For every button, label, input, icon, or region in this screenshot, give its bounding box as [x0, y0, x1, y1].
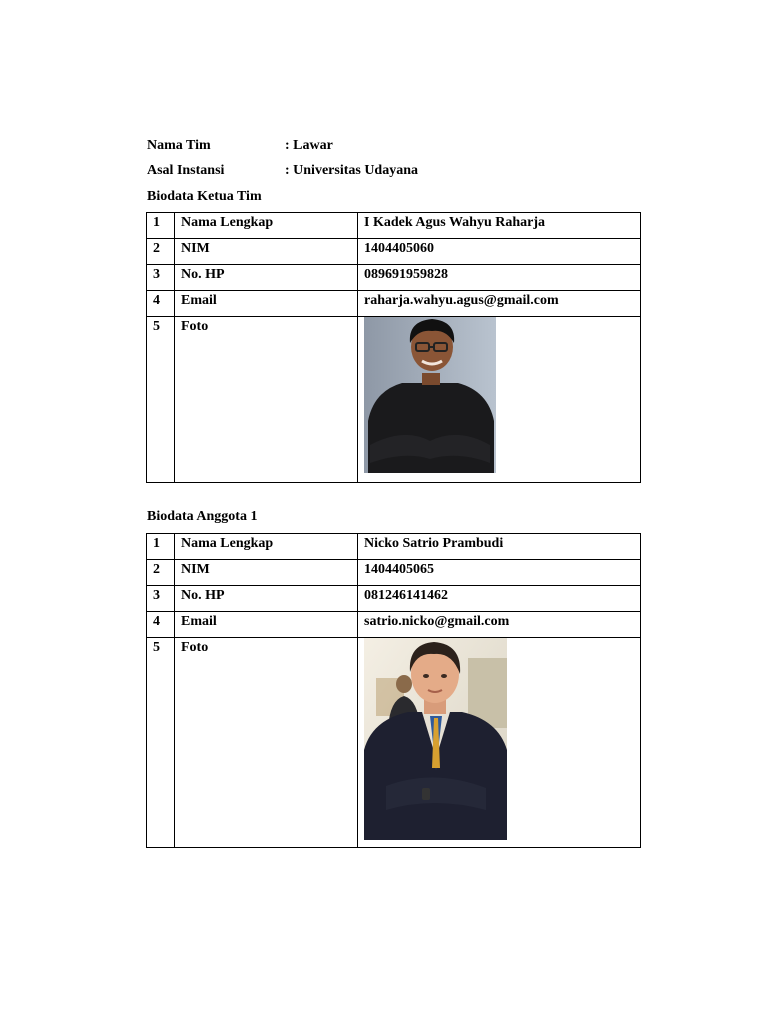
team-name-value: : Lawar	[285, 138, 333, 153]
table-row	[147, 586, 641, 612]
row-number: 1	[147, 213, 175, 239]
row-number: 3	[147, 586, 175, 612]
field-label: Foto	[175, 317, 358, 483]
row-number: 4	[147, 291, 175, 317]
member1-photo	[364, 638, 507, 840]
field-value: I Kadek Agus Wahyu Raharja	[358, 213, 641, 239]
table-row	[147, 291, 641, 317]
row-number: 1	[147, 534, 175, 560]
row-number: 2	[147, 560, 175, 586]
field-label: NIM	[175, 239, 358, 265]
row-number: 3	[147, 265, 175, 291]
field-value: satrio.nicko@gmail.com	[358, 612, 641, 638]
photo-cell	[358, 638, 641, 848]
team-name-line	[147, 137, 333, 155]
row-number: 5	[147, 317, 175, 483]
field-value: Nicko Satrio Prambudi	[358, 534, 641, 560]
field-label: No. HP	[175, 586, 358, 612]
field-label: Nama Lengkap	[175, 534, 358, 560]
team-name-label: Nama Tim	[147, 138, 211, 153]
member1-table	[146, 533, 641, 848]
table-row	[147, 560, 641, 586]
leader-photo	[364, 317, 496, 473]
field-value: 081246141462	[358, 586, 641, 612]
leader-table	[146, 212, 641, 483]
field-label: Email	[175, 291, 358, 317]
table-row	[147, 239, 641, 265]
institution-line	[147, 162, 418, 180]
leader-heading: Biodata Ketua Tim	[147, 189, 262, 204]
table-row	[147, 612, 641, 638]
institution-label: Asal Instansi	[147, 163, 225, 178]
field-label: Foto	[175, 638, 358, 848]
field-label: No. HP	[175, 265, 358, 291]
field-value: 1404405065	[358, 560, 641, 586]
member1-heading: Biodata Anggota 1	[147, 509, 258, 524]
field-value: 089691959828	[358, 265, 641, 291]
row-number: 2	[147, 239, 175, 265]
institution-value: : Universitas Udayana	[285, 163, 419, 178]
field-label: Email	[175, 612, 358, 638]
table-row	[147, 534, 641, 560]
field-value: raharja.wahyu.agus@gmail.com	[358, 291, 641, 317]
table-row	[147, 638, 641, 848]
table-row	[147, 265, 641, 291]
field-label: Nama Lengkap	[175, 213, 358, 239]
table-row	[147, 213, 641, 239]
table-row	[147, 317, 641, 483]
field-value: 1404405060	[358, 239, 641, 265]
row-number: 5	[147, 638, 175, 848]
photo-cell	[358, 317, 641, 483]
row-number: 4	[147, 612, 175, 638]
field-label: NIM	[175, 560, 358, 586]
